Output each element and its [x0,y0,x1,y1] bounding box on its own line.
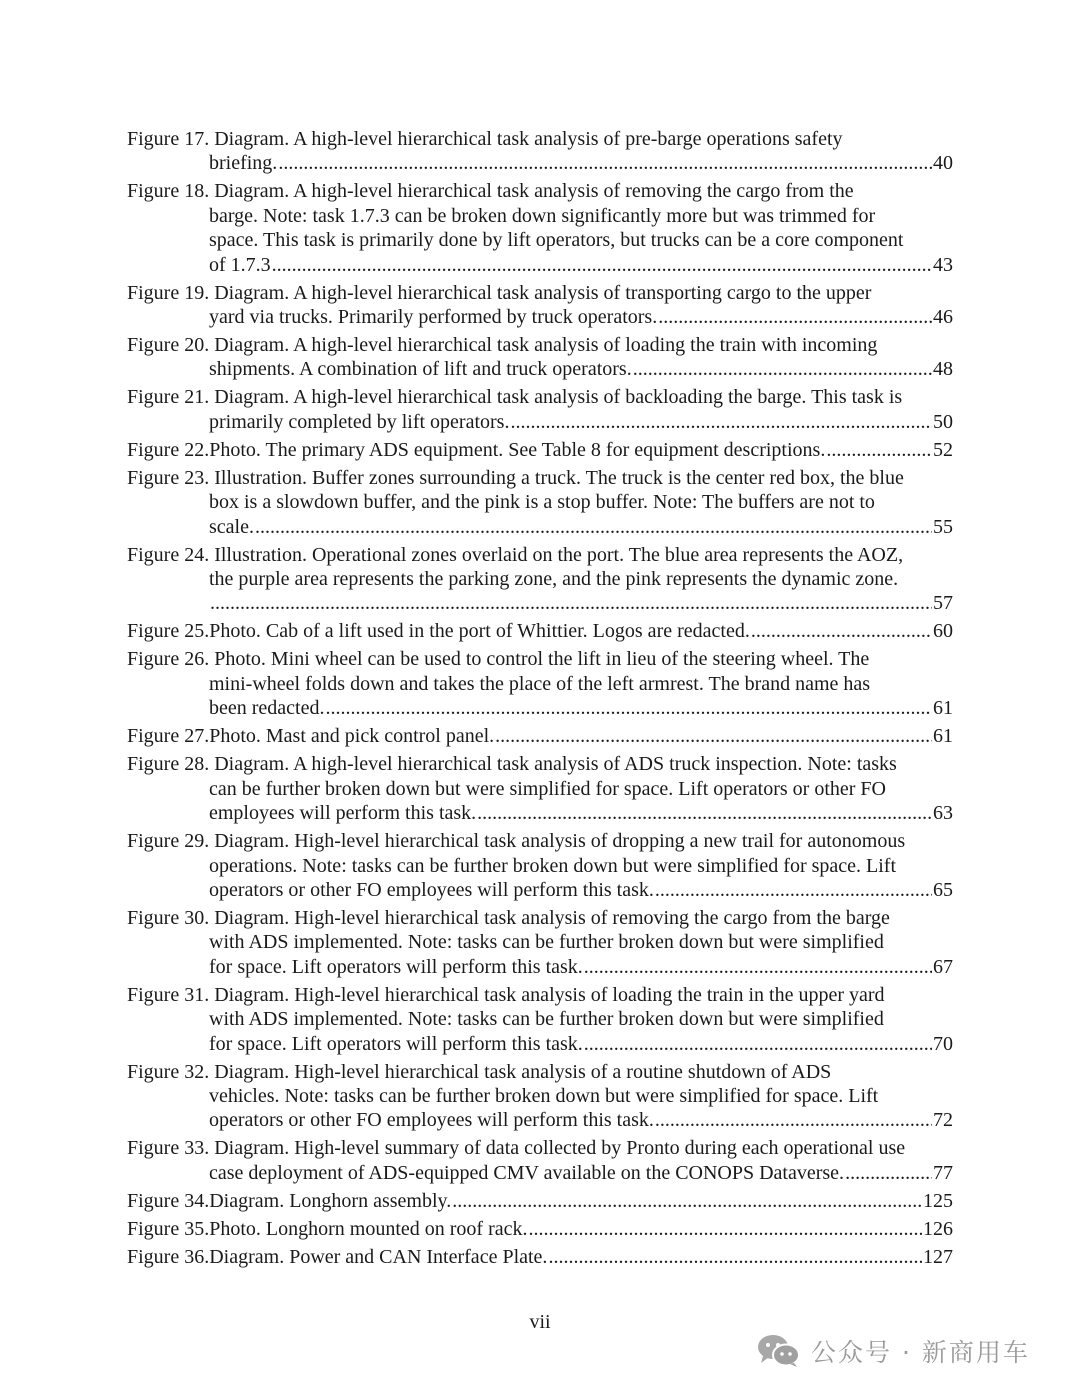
toc-entry-text: for space. Lift operators will perform this task. [209,1032,583,1055]
toc-entry-line [127,591,953,615]
toc-entry[interactable] [127,1060,953,1133]
figure-label: Figure 27. [127,725,210,748]
dot-leader [658,305,932,329]
toc-entry-line [127,801,953,825]
dot-leader [845,1161,932,1185]
figure-label: Figure 20. [127,334,210,357]
toc-entry-line [127,1060,953,1084]
toc-entry-line [127,1108,953,1132]
page-ref[interactable]: 50 [933,410,953,433]
toc-entry-text: yard via trucks. Primarily performed by truck operators. [209,306,658,329]
toc-entry-text: briefing. [209,152,278,175]
list-of-figures [127,127,953,1273]
toc-entry-text: Photo. The primary ADS equipment. See Table 8 for equipment descriptions. [209,438,826,461]
toc-entry-line [127,281,953,305]
toc-entry-text: Photo. Cab of a lift used in the port of Whittier. Logos are redacted. [209,620,750,643]
toc-entry-line [127,619,953,643]
toc-entry-line [127,466,953,490]
toc-entry-text: barge. Note: task 1.7.3 can be broken down significantly more but was trimmed for [209,204,876,227]
toc-entry[interactable] [127,543,953,616]
dot-leader [278,151,932,175]
page-ref[interactable]: 55 [933,515,953,538]
dot-leader [272,253,932,277]
figure-label: Figure 28. [127,753,210,776]
toc-entry-line [127,1161,953,1185]
dot-leader [826,438,932,462]
toc-entry-line [127,1189,953,1213]
toc-entry-line [127,305,953,329]
toc-entry-text: Diagram. A high-level hierarchical task analysis of backloading the barge. This task is [214,386,903,409]
toc-entry-line [127,179,953,203]
toc-entry[interactable] [127,829,953,902]
page-ref[interactable]: 60 [933,620,953,643]
toc-entry-line [127,1245,953,1269]
toc-entry-line [127,878,953,902]
dot-leader [655,878,932,902]
toc-entry-text: Diagram. Longhorn assembly. [209,1189,452,1212]
dot-leader [633,357,932,381]
toc-entry-line [127,672,953,696]
dot-leader [452,1189,922,1213]
toc-entry-line [127,333,953,357]
dot-leader [325,696,932,720]
toc-entry-line [127,567,953,591]
toc-entry-line [127,438,953,462]
page-ref[interactable]: 43 [933,253,953,276]
page-ref[interactable]: 61 [933,697,953,720]
figure-label: Figure 32. [127,1060,210,1083]
toc-entry-line [127,1032,953,1056]
toc-entry-text: Diagram. High-level hierarchical task analysis of loading the train in the upper yard [214,983,885,1006]
toc-entry-line [127,955,953,979]
toc-entry-text: case deployment of ADS-equipped CMV available on the CONOPS Dataverse. [209,1161,845,1184]
toc-entry[interactable] [127,438,953,462]
toc-entry-line [127,543,953,567]
toc-entry-line [127,515,953,539]
page-ref[interactable]: 48 [933,358,953,381]
dot-leader [510,410,932,434]
toc-entry-line [127,151,953,175]
toc-entry-text: Diagram. Power and CAN Interface Plate. [209,1245,548,1268]
toc-entry[interactable] [127,983,953,1056]
toc-entry-text: operators or other FO employees will perform this task. [209,878,654,901]
toc-entry-text: Photo. Mast and pick control panel. [209,725,495,748]
toc-entry-text: operations. Note: tasks can be further broken down but were simplified for space. Lift [209,854,897,877]
toc-entry[interactable] [127,281,953,330]
toc-entry-text: with ADS implemented. Note: tasks can be further broken down but were simplified [209,1008,884,1031]
figure-label: Figure 18. [127,180,210,203]
page-ref[interactable]: 57 [933,592,953,615]
toc-entry-text: Photo. Longhorn mounted on roof rack. [209,1217,528,1240]
figure-label: Figure 23. [127,466,210,489]
toc-entry-line [127,930,953,954]
page-ref[interactable]: 125 [923,1189,953,1212]
toc-entry-text: for space. Lift operators will perform this task. [209,955,583,978]
watermark [757,1333,1030,1369]
toc-entry-text: Illustration. Operational zones overlaid on the port. The blue area represents the AOZ, [214,543,904,566]
figure-label: Figure 24. [127,543,210,566]
toc-entry-line [127,829,953,853]
figure-label: Figure 30. [127,906,210,929]
toc-entry-line [127,752,953,776]
toc-entry[interactable] [127,127,953,176]
toc-entry-text: primarily completed by lift operators. [209,410,510,433]
toc-entry-text: Diagram. A high-level hierarchical task analysis of pre-barge operations safety [214,128,843,150]
toc-entry-line [127,854,953,878]
toc-entry-text: space. This task is primarily done by lift operators, but trucks can be a core component [209,229,904,252]
toc-entry-text: Diagram. A high-level hierarchical task analysis of transporting cargo to the upper [214,281,872,304]
toc-entry-line [127,1217,953,1241]
toc-entry-text: scale. [209,515,254,538]
page-ref[interactable]: 127 [923,1245,953,1268]
toc-entry-line [127,777,953,801]
figure-label: Figure 35. [127,1217,210,1240]
dot-leader [495,724,932,748]
figure-label: Figure 31. [127,983,210,1006]
figure-label: Figure 25. [127,620,210,643]
toc-entry-line [127,724,953,748]
toc-entry-text: Illustration. Buffer zones surrounding a truck. The truck is the center red box, the blue [214,466,904,489]
toc-entry-line [127,983,953,1007]
toc-entry-text: vehicles. Note: tasks can be further broken down but were simplified for space. Lift [209,1084,879,1107]
figure-label: Figure 29. [127,830,210,853]
toc-entry-text: mini-wheel folds down and takes the place of the left armrest. The brand name has [209,672,871,695]
toc-entry-text: Photo. Mini wheel can be used to control the lift in lieu of the steering wheel. The [214,648,870,671]
toc-entry[interactable] [127,647,953,720]
page-number: vii [529,1311,551,1333]
toc-entry[interactable] [127,1245,953,1269]
figure-label: Figure 17. [127,128,210,150]
toc-entry-line [127,490,953,514]
page-ref[interactable]: 126 [923,1217,953,1240]
dot-leader [584,955,932,979]
toc-entry-line [127,906,953,930]
page-ref[interactable]: 61 [933,725,953,748]
toc-entry-text: the purple area represents the parking zone, and the pink represents the dynamic zone. [209,568,899,591]
toc-entry[interactable] [127,385,953,434]
dot-leader [529,1217,923,1241]
toc-entry[interactable] [127,1136,953,1185]
page-ref[interactable]: 65 [933,878,953,901]
toc-entry-text: operators or other FO employees will perform this task. [209,1109,654,1132]
toc-entry-text: Diagram. High-level hierarchical task analysis of dropping a new trail for autonomous [214,830,906,853]
watermark-text: 公众号 · 新商用车 [811,1338,1030,1367]
toc-entry-line [127,127,953,151]
toc-entry-line [127,647,953,671]
toc-entry[interactable] [127,333,953,382]
toc-entry-line [127,228,953,252]
toc-entry[interactable] [127,724,953,748]
toc-entry-text: Diagram. High-level hierarchical task analysis of removing the cargo from the barge [214,906,890,929]
page-ref[interactable]: 63 [933,802,953,825]
dot-leader [210,591,932,615]
toc-entry-text: Diagram. High-level summary of data collected by Pronto during each operational use [214,1137,906,1160]
toc-entry[interactable] [127,752,953,825]
figure-label: Figure 26. [127,648,210,671]
toc-entry-line [127,253,953,277]
page-ref[interactable]: 72 [933,1109,953,1132]
wechat-icon [757,1334,801,1368]
dot-leader [548,1245,922,1269]
toc-entry-text: box is a slowdown buffer, and the pink is a stop buffer. Note: The buffers are not to [209,491,875,514]
toc-entry-text: Diagram. High-level hierarchical task analysis of a routine shutdown of ADS [214,1060,832,1083]
toc-entry-text: Diagram. A high-level hierarchical task analysis of removing the cargo from the [214,180,854,203]
dot-leader [255,515,932,539]
toc-entry-text: Diagram. A high-level hierarchical task analysis of ADS truck inspection. Note: tasks [214,753,897,776]
figure-label: Figure 21. [127,386,210,409]
toc-entry-line [127,696,953,720]
toc-entry-text: with ADS implemented. Note: tasks can be further broken down but were simplified [209,931,884,954]
figure-label: Figure 22. [127,438,210,461]
dot-leader [751,619,932,643]
toc-entry-line [127,410,953,434]
dot-leader [655,1108,932,1132]
dot-leader [477,801,932,825]
figure-label: Figure 36. [127,1245,210,1268]
toc-entry-text: been redacted. [209,697,325,720]
toc-entry[interactable] [127,466,953,539]
page-ref[interactable]: 70 [933,1032,953,1055]
toc-entry-line [127,1136,953,1160]
toc-entry[interactable] [127,1217,953,1241]
page-ref[interactable]: 46 [933,306,953,329]
figure-label: Figure 33. [127,1137,210,1160]
toc-entry-line [127,385,953,409]
toc-entry-line [127,1007,953,1031]
toc-entry-line [127,204,953,228]
toc-entry-line [127,1084,953,1108]
toc-entry-text: Diagram. A high-level hierarchical task analysis of loading the train with incoming [214,334,878,357]
toc-entry-text: can be further broken down but were simplified for space. Lift operators or other FO [209,777,887,800]
toc-entry[interactable] [127,1189,953,1213]
toc-entry-line [127,357,953,381]
page-ref[interactable]: 40 [933,152,953,175]
toc-entry[interactable] [127,179,953,277]
figure-label: Figure 19. [127,281,210,304]
dot-leader [584,1032,932,1056]
page-ref[interactable]: 77 [933,1161,953,1184]
toc-entry[interactable] [127,619,953,643]
page-ref[interactable]: 67 [933,955,953,978]
figure-label: Figure 34. [127,1189,210,1212]
toc-entry-text: shipments. A combination of lift and truck operators. [209,358,632,381]
page-ref[interactable]: 52 [933,438,953,461]
toc-entry-text: of 1.7.3 [209,253,271,276]
toc-entry-text: employees will perform this task. [209,802,477,825]
toc-entry[interactable] [127,906,953,979]
